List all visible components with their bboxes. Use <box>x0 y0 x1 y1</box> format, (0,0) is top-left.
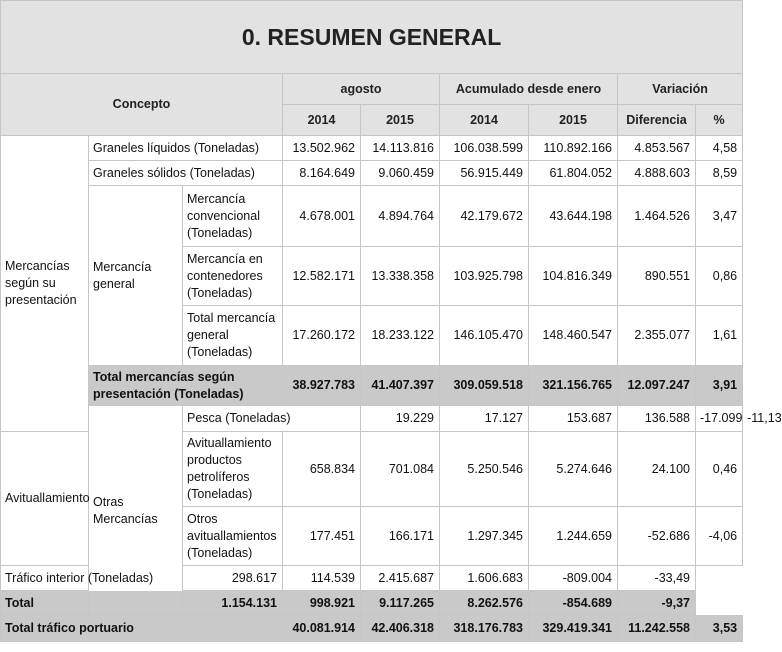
cell-value: 4,58 <box>696 136 743 161</box>
cell-value: 153.687 <box>529 406 618 432</box>
table-row <box>1 161 743 186</box>
row-label: Otros avituallamientos (Toneladas) <box>183 507 283 566</box>
cell-value: 3,47 <box>696 186 743 247</box>
cell-value: 8.262.576 <box>440 591 529 616</box>
row-label: Graneles sólidos (Toneladas) <box>89 161 283 186</box>
header-year-2015-agosto: 2015 <box>361 105 440 136</box>
cell-value: 177.451 <box>283 507 361 566</box>
cell-value: 318.176.783 <box>440 616 529 642</box>
cell-value: 166.171 <box>361 507 440 566</box>
cell-value: 5.250.546 <box>440 432 529 507</box>
cell-value: 1.297.345 <box>440 507 529 566</box>
cell-value: 14.113.816 <box>361 136 440 161</box>
cell-value: 321.156.765 <box>529 366 618 406</box>
row-label: Total tráfico portuario <box>1 616 283 642</box>
header-acumulado: Acumulado desde enero <box>440 74 618 105</box>
cell-value: 4.888.603 <box>618 161 696 186</box>
cell-value: 148.460.547 <box>529 306 618 366</box>
cell-value: 1.154.131 <box>183 591 283 616</box>
cell-value: 2.355.077 <box>618 306 696 366</box>
header-variacion: Variación <box>618 74 743 105</box>
cell-value: 9.060.459 <box>361 161 440 186</box>
cell-value: 19.229 <box>361 406 440 432</box>
cell-value: 42.406.318 <box>361 616 440 642</box>
row-label: Total mercancía general (Toneladas) <box>183 306 283 366</box>
table-row: Otras Mercancías Pesca (Toneladas) 19.229 17.127 153.687 136.588 -17.099 -11,13 <box>1 406 743 432</box>
cell-value: -9,37 <box>618 591 696 616</box>
cell-value: 104.816.349 <box>529 247 618 306</box>
cell-value: 103.925.798 <box>440 247 529 306</box>
page-title: 0. RESUMEN GENERAL <box>1 1 743 74</box>
row-label: Pesca (Toneladas) <box>183 406 361 432</box>
header-concepto: Concepto <box>1 74 283 136</box>
cell-value: 890.551 <box>618 247 696 306</box>
cell-value: 4.894.764 <box>361 186 440 247</box>
cell-value: -33,49 <box>618 566 696 591</box>
table-row <box>1 566 743 591</box>
cell-value: 114.539 <box>283 566 361 591</box>
cell-value: 41.407.397 <box>361 366 440 406</box>
row-label: Total <box>1 591 183 616</box>
row-label: Mercancía convencional (Toneladas) <box>183 186 283 247</box>
cell-value: -854.689 <box>529 591 618 616</box>
cell-value: 13.338.358 <box>361 247 440 306</box>
cell-value: 309.059.518 <box>440 366 529 406</box>
cell-value: 4.678.001 <box>283 186 361 247</box>
cell-value: 298.617 <box>183 566 283 591</box>
cell-value: 110.892.166 <box>529 136 618 161</box>
cell-value: 17.260.172 <box>283 306 361 366</box>
cell-value: 1.244.659 <box>529 507 618 566</box>
row-label: Mercancía en contenedores (Toneladas) <box>183 247 283 306</box>
cell-value: 5.274.646 <box>529 432 618 507</box>
cell-value: 42.179.672 <box>440 186 529 247</box>
cell-value: 17.127 <box>440 406 529 432</box>
header-agosto: agosto <box>283 74 440 105</box>
row-label: Avituallamiento productos petrolíferos (Toneladas) <box>183 432 283 507</box>
cell-value: 136.588 <box>618 406 696 432</box>
group-otras: Otras Mercancías <box>89 406 183 616</box>
cell-value: 13.502.962 <box>283 136 361 161</box>
header-diferencia: Diferencia <box>618 105 696 136</box>
cell-value: -809.004 <box>529 566 618 591</box>
header-year-2014-acumulado: 2014 <box>440 105 529 136</box>
cell-value: 106.038.599 <box>440 136 529 161</box>
cell-value: 9.117.265 <box>361 591 440 616</box>
cell-value: 12.582.171 <box>283 247 361 306</box>
cell-value: 701.084 <box>361 432 440 507</box>
header-pct: % <box>696 105 743 136</box>
group-avituallamiento: Avituallamiento <box>1 432 89 566</box>
cell-value: -4,06 <box>696 507 743 566</box>
cell-value: 1.606.683 <box>440 566 529 591</box>
table-row-total <box>1 366 743 406</box>
group-mercancia-general: Mercancía general <box>89 186 183 366</box>
header-year-2015-acumulado: 2015 <box>529 105 618 136</box>
cell-value: -52.686 <box>618 507 696 566</box>
cell-value: 18.233.122 <box>361 306 440 366</box>
cell-value: 0,46 <box>696 432 743 507</box>
cell-value: 0,86 <box>696 247 743 306</box>
cell-value: 8.164.649 <box>283 161 361 186</box>
cell-value: 8,59 <box>696 161 743 186</box>
table-row-grand-total <box>1 616 743 642</box>
cell-value: 1,61 <box>696 306 743 366</box>
cell-value: 998.921 <box>283 591 361 616</box>
cell-value: 38.927.783 <box>283 366 361 406</box>
cell-value: 1.464.526 <box>618 186 696 247</box>
cell-value: 12.097.247 <box>618 366 696 406</box>
cell-value: 61.804.052 <box>529 161 618 186</box>
cell-value: 24.100 <box>618 432 696 507</box>
row-label: Graneles líquidos (Toneladas) <box>89 136 283 161</box>
cell-value: 329.419.341 <box>529 616 618 642</box>
row-label: Total mercancías según presentación (Toneladas) <box>89 366 283 406</box>
cell-value: -17.099 <box>696 406 743 432</box>
cell-value: 658.834 <box>283 432 361 507</box>
table-row <box>1 186 743 247</box>
table-row-total <box>1 591 743 616</box>
cell-value: 3,91 <box>696 366 743 406</box>
cell-value: 11.242.558 <box>618 616 696 642</box>
cell-value: 4.853.567 <box>618 136 696 161</box>
cell-value: 43.644.198 <box>529 186 618 247</box>
group-mercancias: Mercancías según su presentación <box>1 136 89 432</box>
cell-value: 146.105.470 <box>440 306 529 366</box>
cell-value: 40.081.914 <box>283 616 361 642</box>
cell-value: 3,53 <box>696 616 743 642</box>
header-year-2014-agosto: 2014 <box>283 105 361 136</box>
cell-value: 56.915.449 <box>440 161 529 186</box>
cell-value: 2.415.687 <box>361 566 440 591</box>
row-label: Tráfico interior (Toneladas) <box>1 566 183 591</box>
table-row <box>1 136 743 161</box>
